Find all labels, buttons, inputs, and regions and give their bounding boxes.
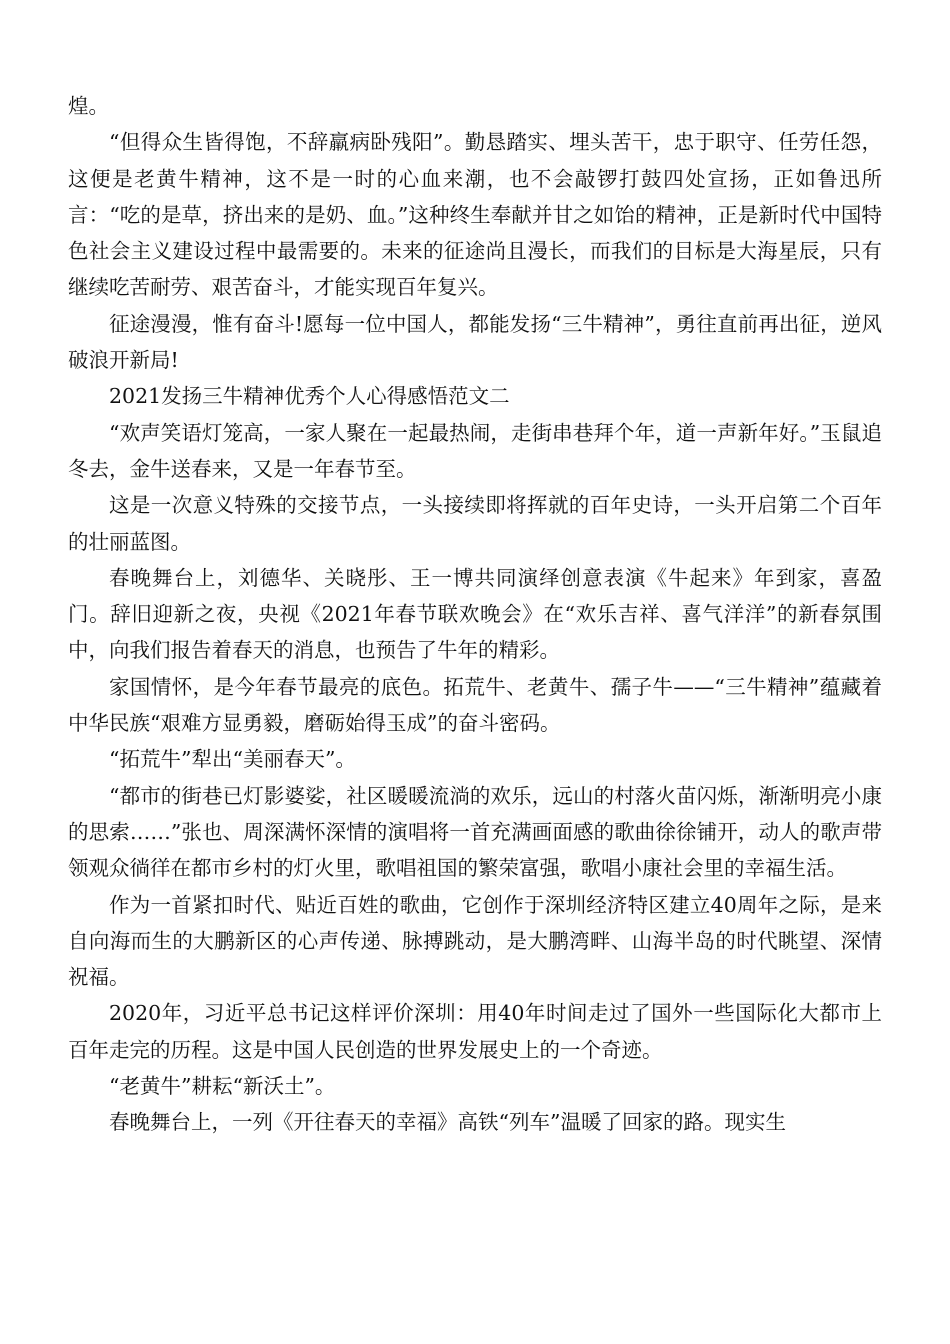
paragraph-11: 作为一首紧扣时代、贴近百姓的歌曲，它创作于深圳经济特区建立40周年之际，是来自向海而生的大鹏新区的心声传递、脉搏跳动，是大鹏湾畔、山海半岛的时代眺望、深情祝福。 [68, 892, 882, 990]
document-page [68, 88, 882, 1141]
paragraph-9: “拓荒牛”犁出“美丽春天”。 [109, 747, 356, 772]
section-heading: 2021发扬三牛精神优秀个人心得感悟范文二 [109, 384, 510, 409]
paragraph-5: “欢声笑语灯笼高，一家人聚在一起最热闹，走街串巷拜个年，道一声新年好。”玉鼠追冬去，金牛送春来，又是一年春节至。 [68, 420, 882, 481]
paragraph-8: 家国情怀，是今年春节最亮的底色。拓荒牛、老黄牛、孺子牛——“三牛精神”蕴藏着中华民族“艰难方显勇毅，磨砺始得玉成”的奋斗密码。 [68, 674, 882, 736]
paragraph-3: 征途漫漫，惟有奋斗!愿每一位中国人，都能发扬“三牛精神”，勇往直前再出征，逆风破浪开新局! [68, 311, 882, 373]
paragraph-6: 这是一次意义特殊的交接节点，一头接续即将挥就的百年史诗，一头开启第二个百年的壮丽蓝图。 [68, 493, 882, 554]
paragraph-7: 春晚舞台上，刘德华、关晓彤、王一博共同演绎创意表演《牛起来》年到家，喜盈门。辞旧迎新之夜，央视《2021年春节联欢晚会》在“欢乐吉祥、喜气洋洋”的新春氛围中，向我们报告着春天的消息，也预告了牛年的精彩。 [68, 565, 882, 663]
paragraph-13: “老黄牛”耕耘“新沃土”。 [109, 1074, 336, 1099]
paragraph-12: 2020年，习近平总书记这样评价深圳：用40年时间走过了国外一些国际化大都市上百年走完的历程。这是中国人民创造的世界发展史上的一个奇迹。 [68, 1001, 882, 1062]
paragraph-14: 春晚舞台上，一列《开往春天的幸福》高铁“列车”温暖了回家的路。现实生 [109, 1110, 786, 1135]
paragraph-10: “都市的街巷已灯影婆娑，社区暖暖流淌的欢乐，远山的村落火苗闪烁，渐渐明亮小康的思索……”张也、周深满怀深情的演唱将一首充满画面感的歌曲徐徐铺开，动人的歌声带领观众徜徉在都市乡村的灯火里，歌唱祖国的繁荣富强，歌唱小康社会里的幸福生活。 [68, 783, 882, 881]
paragraph-1: 煌。 [68, 94, 109, 118]
paragraph-2: “但得众生皆得饱，不辞羸病卧残阳”。勤恳踏实、埋头苦干，忠于职守、任劳任怨，这便是老黄牛精神，这不是一时的心血来潮，也不会敲锣打鼓四处宣扬，正如鲁迅所言：“吃的是草，挤出来的是奶、血。”这种终生奉献并甘之如饴的精神，正是新时代中国特色社会主义建设过程中最需要的。未来的征途尚且漫长，而我们的目标是大海星辰，只有继续吃苦耐劳、艰苦奋斗，才能实现百年复兴。 [68, 130, 882, 300]
